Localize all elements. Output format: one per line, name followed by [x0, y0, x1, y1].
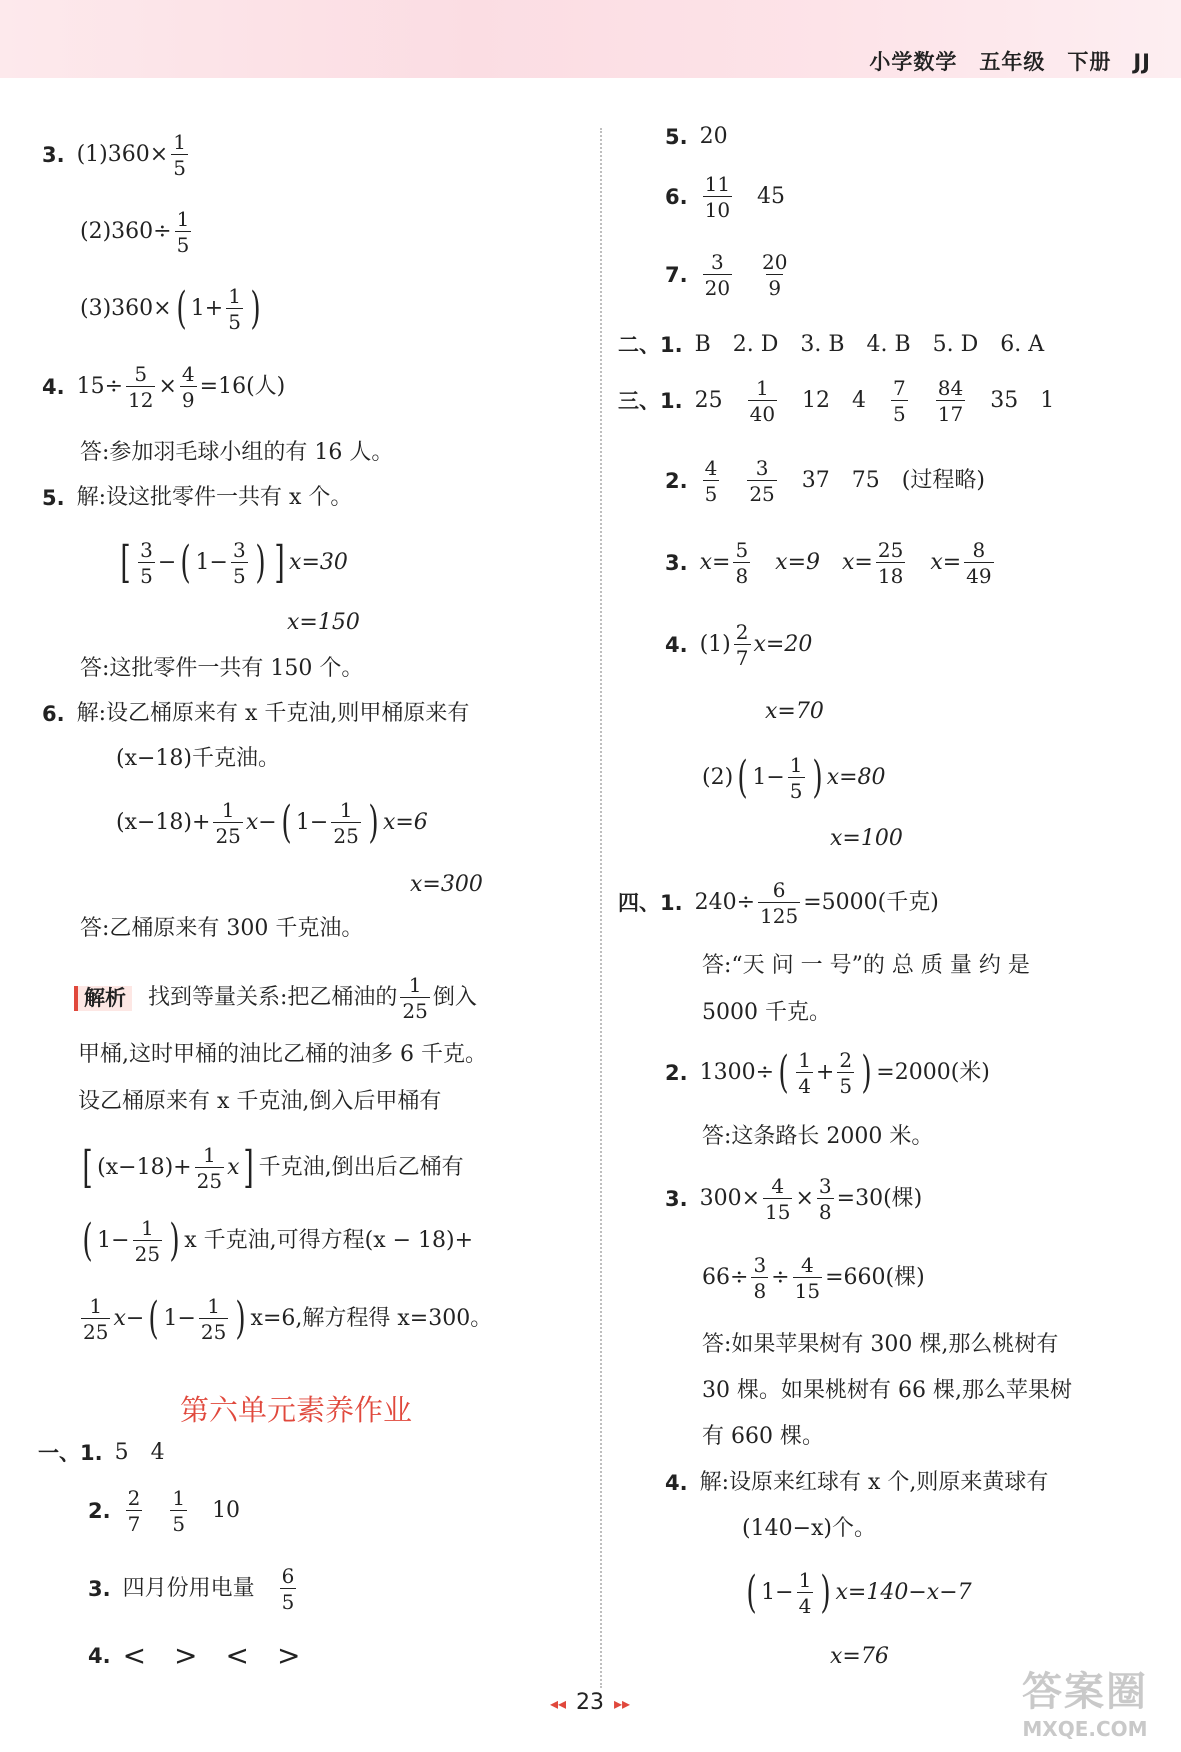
- fraction: 11 10: [704, 172, 731, 222]
- fraction: 2 7: [127, 1486, 141, 1536]
- right-s3-q3: [665, 540, 997, 586]
- expr-text: 1−: [761, 1580, 794, 1605]
- expr-text: 千克油,倒出后乙桶有: [258, 1155, 464, 1180]
- expr-text: 240÷: [694, 890, 756, 915]
- expr-text: 1−: [752, 765, 785, 790]
- question-number: 5.: [665, 124, 688, 149]
- expr-text: =2000(米): [876, 1060, 990, 1085]
- right-s4-q3-answer-2: 30 棵。如果桃树有 66 棵,那么苹果树: [702, 1378, 1072, 1403]
- fraction: $\frac{1}{5}$: [228, 284, 241, 334]
- fraction: 20 9: [762, 250, 788, 300]
- expr-text: x=: [930, 550, 962, 575]
- fraction: 4 5: [704, 456, 718, 506]
- left-q6-answer: 答:乙桶原来有 300 千克油。: [80, 916, 364, 941]
- fraction: $\frac{1}{4}$: [798, 1568, 812, 1618]
- right-s4-q4-setup: [665, 1472, 1048, 1494]
- right-q6: [665, 174, 785, 220]
- left-q5-eq: [ 3 5 − ( 1− $\frac{3}{5}$ ) ] x=30: [120, 537, 348, 588]
- book-label: [847, 46, 1151, 76]
- question-number: 7.: [665, 262, 688, 287]
- question-number: 四、1.: [618, 890, 683, 915]
- fraction: $\frac{1}{5}$: [789, 753, 803, 803]
- right-s4-q3-a: [665, 1176, 922, 1222]
- answer-value: 5: [114, 1440, 129, 1465]
- left-q6-setup2: (x−18)千克油。: [116, 746, 281, 771]
- right-s4-q2-answer: 答:这条路长 2000 米。: [702, 1124, 934, 1149]
- right-s3-q4b-result: x=100: [830, 826, 903, 851]
- right-s4-q1-answer-1: 答:“天 问 一 号”的 总 质 量 约 是: [702, 953, 1030, 978]
- right-s4-q3-answer-1: 答:如果苹果树有 300 棵,那么桃树有: [702, 1332, 1059, 1357]
- analysis-line-5: ( 1− $\frac{1}{25}$ ) x 千克油,可得方程(x − 18)+: [82, 1215, 474, 1266]
- expr-text: x=: [842, 550, 873, 575]
- analysis-line-6: 1 25 x− ( 1− $\frac{1}{25}$ ) x=6,解方程得 x=300。: [83, 1293, 493, 1344]
- next-arrows-icon: ▸▸: [614, 1694, 631, 1713]
- expr-text: =16(人): [199, 374, 286, 399]
- expr-text: 解:设原来红球有 x 个,则原来黄球有: [699, 1470, 1049, 1495]
- expr-text: 66÷: [702, 1265, 749, 1290]
- fraction: $\frac{1}{25}$: [333, 798, 359, 848]
- answer-value: 37: [801, 468, 830, 493]
- expr-text: x−: [245, 810, 277, 835]
- left-q4-answer: 答:参加羽毛球小组的有 16 人。: [80, 440, 394, 465]
- expr-text: (3)360×: [80, 296, 172, 321]
- question-number: 二、1.: [618, 332, 683, 357]
- right-q5: [665, 126, 728, 148]
- analysis-line-4: [ (x−18)+ $\frac{1}{25}$ x ] 千克油,倒出后乙桶有: [82, 1142, 464, 1193]
- fraction: 84 17: [937, 376, 964, 426]
- question-number: 一、1.: [38, 1440, 103, 1465]
- left-q5-result: x=150: [287, 610, 360, 635]
- right-s4-q3-answer-3: 有 660 棵。: [702, 1424, 824, 1449]
- left-q6-setup: [42, 703, 469, 725]
- expr-text: =5000(千克): [803, 890, 939, 915]
- right-s4-q4-setup-2: (140−x)个。: [742, 1516, 876, 1541]
- fraction: $\frac{3}{8}$: [753, 1253, 767, 1303]
- expr-text: x=20: [753, 632, 813, 657]
- expr-text: =30(棵): [836, 1186, 923, 1211]
- right-s4-q4-result: x=76: [830, 1644, 889, 1669]
- analysis-tag: 解析: [74, 986, 132, 1011]
- expr-text: (2)360÷: [80, 219, 172, 244]
- fraction: $\frac{6}{125}$: [760, 878, 799, 928]
- question-number: 4.: [42, 374, 65, 399]
- page-number: 23: [576, 1690, 604, 1715]
- left-q4-expr: [42, 364, 285, 410]
- expr-text: (x−18)+: [97, 1155, 192, 1180]
- fraction: 1 25: [402, 973, 428, 1023]
- fraction: 2 7: [735, 620, 749, 670]
- watermark-top-text: 答案圈: [1022, 1669, 1148, 1715]
- question-number: 2.: [665, 1060, 688, 1085]
- expr-text: x 千克油,可得方程(x − 18)+: [184, 1228, 474, 1253]
- answer-value: (过程略): [901, 468, 985, 493]
- fraction: 3 5: [140, 538, 153, 588]
- unit-s1-q2: [88, 1488, 240, 1534]
- subject-label: 小学数学: [869, 50, 958, 74]
- right-s4-q1-answer-2: 5000 千克。: [702, 1000, 831, 1025]
- grade-label: 五年级: [979, 50, 1046, 74]
- answer-value: 12: [802, 388, 831, 413]
- expr-text: 解:设这批零件一共有 x 个。: [76, 485, 353, 510]
- expr-text: x=30: [289, 550, 348, 575]
- page-footer: [500, 1690, 680, 1715]
- answer-value: 25: [694, 388, 723, 413]
- left-q5-setup: [42, 487, 352, 509]
- expr-text: 1−: [195, 550, 228, 575]
- column-divider: [600, 128, 602, 1688]
- expr-text: −: [157, 550, 177, 575]
- fraction: $\frac{3}{5}$: [232, 538, 246, 588]
- question-number: 3.: [88, 1576, 111, 1601]
- answer-value: 35: [990, 388, 1019, 413]
- expr-text: 1+: [190, 296, 224, 321]
- volume-label: 下册: [1067, 50, 1112, 74]
- fraction: $\frac{4}{9}$: [181, 362, 195, 412]
- expr-text: ÷: [771, 1265, 790, 1290]
- expr-text: 倒入: [432, 985, 477, 1010]
- right-s4-q3-b: [702, 1255, 925, 1301]
- prev-arrows-icon: ◂◂: [549, 1694, 566, 1713]
- question-number: 4.: [665, 1470, 688, 1495]
- fraction: 6 5: [281, 1564, 295, 1614]
- answer-value: 45: [757, 184, 786, 209]
- fraction: $\frac{4}{15}$: [765, 1174, 791, 1224]
- expr-text: x: [227, 1155, 240, 1180]
- fraction: $\frac{5}{8}$: [735, 538, 749, 588]
- right-s3-q4a: [665, 622, 812, 668]
- right-s3-q2: [665, 458, 985, 504]
- answer-value: < > < >: [122, 1639, 301, 1672]
- expr-text: (1)360×: [76, 142, 169, 167]
- unit-s1-q3: [88, 1566, 299, 1612]
- fraction: 3 20: [704, 250, 731, 300]
- fraction: $\frac{8}{49}$: [966, 538, 992, 588]
- answer-value: B 2. D 3. B 4. B 5. D 6. A: [694, 332, 1045, 357]
- fraction: $\frac{1}{25}$: [200, 1294, 227, 1344]
- question-number: 3.: [665, 1186, 688, 1211]
- left-q3-b: [80, 209, 194, 255]
- left-q5-answer: 答:这批零件一共有 150 个。: [80, 656, 364, 681]
- expr-text: 1−: [163, 1306, 196, 1331]
- unit-title: 第六单元素养作业: [180, 1393, 413, 1427]
- expr-text: 1−: [295, 810, 329, 835]
- fraction: $\frac{3}{8}$: [818, 1174, 832, 1224]
- fraction: $\frac{1}{25}$: [215, 798, 241, 848]
- analysis-line-3: 设乙桶原来有 x 千克油,倒入后甲桶有: [78, 1089, 442, 1114]
- fraction: $\frac{1}{25}$: [196, 1143, 223, 1193]
- answer-value: 75: [851, 468, 880, 493]
- expr-text: x=6: [382, 810, 428, 835]
- expr-text: x=140−x−7: [835, 1580, 972, 1605]
- right-q7: [665, 252, 793, 298]
- fraction: $\frac{1}{5}$: [173, 130, 186, 180]
- expr-text: 300×: [699, 1186, 761, 1211]
- expr-text: 15÷: [76, 374, 124, 399]
- expr-text: ×: [158, 374, 177, 399]
- right-s4-q2: 2. 1300÷ ( 1 4 + $\frac{2}{5}$ ) =2000(米): [665, 1047, 990, 1098]
- question-number: 3.: [665, 550, 688, 575]
- right-s2: [618, 334, 1044, 356]
- question-number: 5.: [42, 485, 65, 510]
- edition-label: JJ: [1133, 50, 1151, 74]
- answer-value: 1: [1040, 388, 1055, 413]
- question-number: 6.: [665, 184, 688, 209]
- expr-text: +: [815, 1060, 835, 1085]
- expr-text: (x−18)+: [116, 810, 211, 835]
- unit-s1-q1: [38, 1442, 165, 1464]
- question-number: 6.: [42, 701, 65, 726]
- left-q6-result: x=300: [410, 872, 483, 897]
- fraction: 7 5: [893, 376, 906, 426]
- watermark-url: MXQE.COM: [1022, 1717, 1148, 1741]
- expr-text: x=80: [826, 765, 886, 790]
- answer-value: 20: [699, 124, 728, 149]
- expr-text: ×: [795, 1186, 814, 1211]
- analysis-line-1: [74, 975, 477, 1021]
- fraction: 1 40: [749, 376, 776, 426]
- answer-value: 四月份用电量: [122, 1576, 255, 1601]
- question-number: 4.: [665, 632, 688, 657]
- fraction: $\frac{1}{25}$: [134, 1216, 161, 1266]
- fraction: $\frac{1}{5}$: [176, 207, 190, 257]
- fraction: $\frac{5}{12}$: [128, 362, 154, 412]
- answer-value: 4: [852, 388, 867, 413]
- answer-value: 10: [212, 1498, 241, 1523]
- expr-text: 找到等量关系:把乙桶油的: [148, 985, 398, 1010]
- left-q3-c: (3)360× ( 1+ $\frac{1}{5}$ ): [80, 283, 261, 334]
- expr-text: (2): [702, 765, 734, 790]
- expr-text: x−: [113, 1306, 145, 1331]
- expr-text: 解:设乙桶原来有 x 千克油,则甲桶原来有: [76, 701, 470, 726]
- expr-text: =660(棵): [825, 1265, 925, 1290]
- right-s3-q1: [618, 378, 1054, 424]
- question-number: 3.: [42, 142, 65, 167]
- fraction: 1 25: [83, 1294, 109, 1344]
- expr-text: x=: [699, 550, 731, 575]
- right-s3-q4b: (2) ( 1− $\frac{1}{5}$ ) x=80: [702, 752, 886, 803]
- fraction: 3 25: [749, 456, 775, 506]
- unit-s1-q4: [88, 1639, 301, 1672]
- question-number: 2.: [665, 468, 688, 493]
- analysis-line-2: 甲桶,这时甲桶的油比乙桶的油多 6 千克。: [78, 1042, 487, 1067]
- answer-value: 4: [150, 1440, 165, 1465]
- expr-text: (1): [699, 632, 731, 657]
- fraction: 1 5: [172, 1486, 186, 1536]
- fraction: $\frac{2}{5}$: [839, 1048, 853, 1098]
- question-number: 2.: [88, 1498, 111, 1523]
- watermark-logo: [1000, 1660, 1170, 1741]
- expr-text: 1−: [97, 1228, 130, 1253]
- expr-text: x=9: [775, 550, 821, 575]
- question-number: 三、1.: [618, 388, 683, 413]
- right-s3-q4a-result: x=70: [765, 699, 824, 724]
- question-number: 4.: [88, 1643, 111, 1668]
- left-q3-a: [42, 132, 191, 178]
- right-s4-q4-eq: ( 1− $\frac{1}{4}$ ) x=140−x−7: [746, 1567, 972, 1618]
- fraction: 1 4: [798, 1048, 811, 1098]
- expr-text: 1300÷: [699, 1060, 775, 1085]
- right-s4-q1: [618, 880, 939, 926]
- expr-text: x=6,解方程得 x=300。: [250, 1306, 493, 1331]
- fraction: $\frac{4}{15}$: [794, 1253, 821, 1303]
- fraction: $\frac{25}{18}$: [877, 538, 904, 588]
- left-q6-eq: (x−18)+ $\frac{1}{25}$ x− ( 1− $\frac{1}{25}$ ) x=6: [116, 797, 428, 848]
